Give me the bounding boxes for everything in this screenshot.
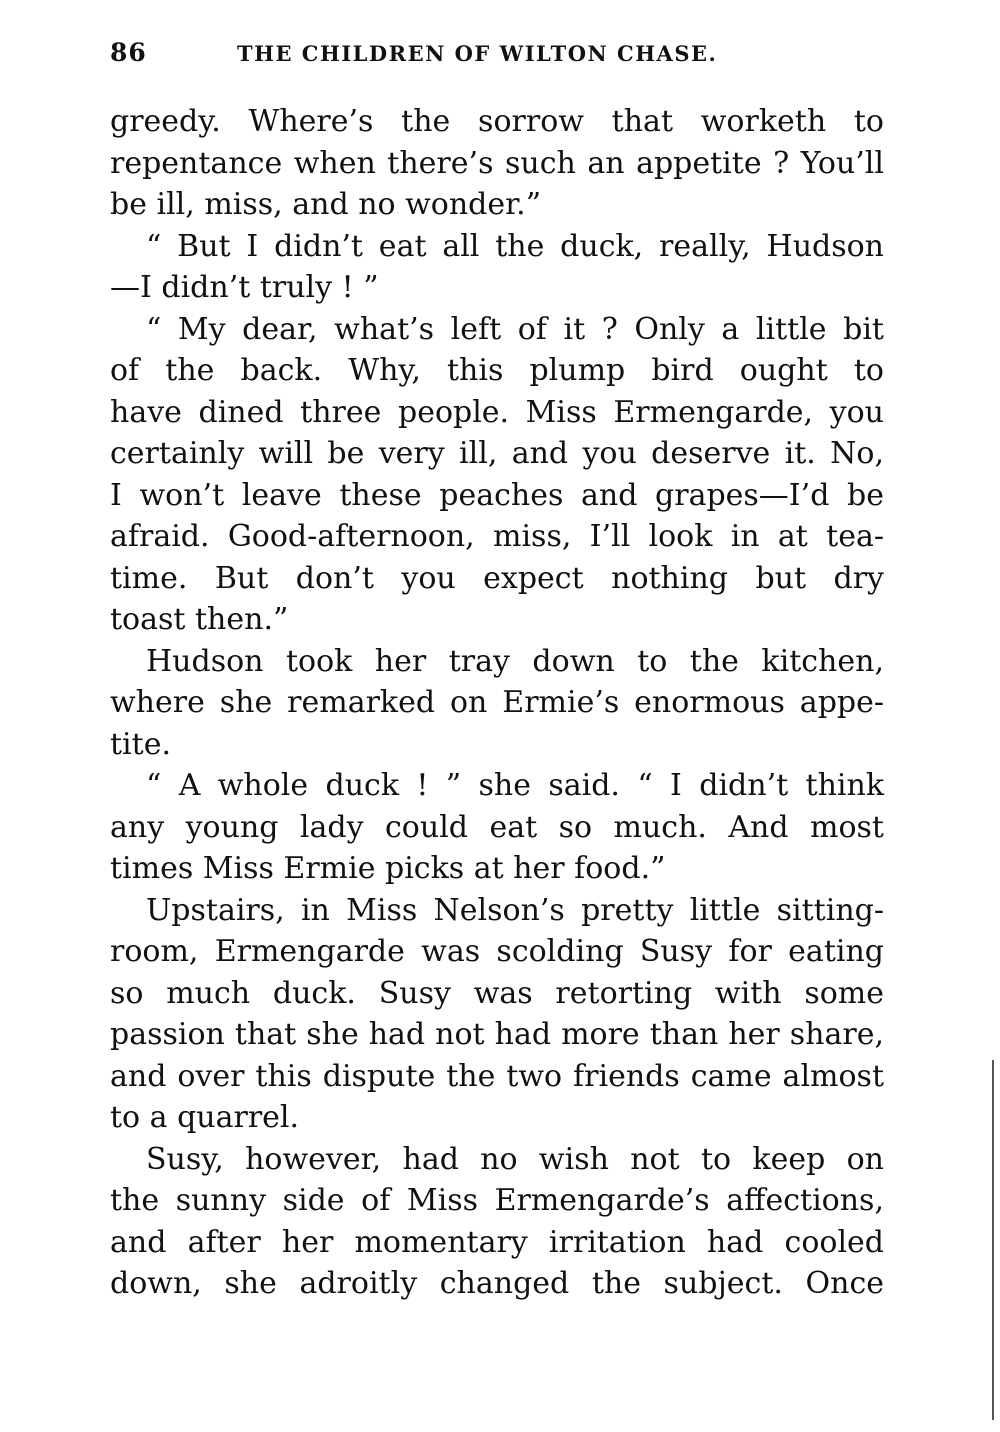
text-line: “ A whole duck ! ” she said. “ I didn’t think [146, 768, 884, 803]
text-line: repentance when there’s such an appetite ? You’ll [110, 145, 884, 181]
text-line: “ My dear, what’s left of it ? Only a little bit [146, 311, 884, 347]
text-line: times Miss Ermie picks at her food.” [110, 851, 666, 886]
text-line: passion that she had not had more than her share, [110, 1017, 884, 1052]
text-line: of the back. Why, this plump bird ought to [110, 353, 884, 388]
body-text [110, 101, 884, 1305]
text-line: certainly will be very ill, and you deserve it. No, [110, 436, 884, 471]
book-title: THE CHILDREN OF WILTON CHASE. [237, 41, 718, 66]
text-line: room, Ermengarde was scolding Susy for eating [110, 934, 884, 969]
text-line: and after her momentary irritation had cooled [110, 1224, 884, 1260]
text-line: so much duck. Susy was retorting with some [110, 975, 884, 1011]
text-line: have dined three people. Miss Ermengarde, you [110, 394, 884, 430]
text-line: Susy, however, had no wish not to keep on [146, 1141, 884, 1177]
text-line: I won’t leave these peaches and grapes—I’d be [110, 477, 884, 513]
text-line: greedy. Where’s the sorrow that worketh to [110, 104, 884, 139]
page-edge-mark [992, 1060, 994, 1420]
page-number: 86 [110, 38, 147, 67]
text-line: —I didn’t truly ! ” [110, 270, 379, 305]
text-line: time. But don’t you expect nothing but dry [110, 560, 884, 596]
text-line: Hudson took her tray down to the kitchen, [146, 643, 884, 679]
text-line: to a quarrel. [110, 1100, 300, 1135]
text-line: tite. [110, 726, 171, 762]
text-line: any young lady could eat so much. And most [110, 809, 884, 845]
text-line: Upstairs, in Miss Nelson’s pretty little sitting- [146, 892, 884, 928]
text-line: and over this dispute the two friends came almost [110, 1058, 884, 1094]
text-line: where she remarked on Ermie’s enormous appe- [110, 685, 884, 720]
text-line: “ But I didn’t eat all the duck, really, Hudson [146, 228, 884, 264]
text-line: toast then.” [110, 602, 289, 637]
text-line: be ill, miss, and no wonder.” [110, 187, 542, 222]
running-head [110, 38, 890, 78]
text-line: the sunny side of Miss Ermengarde’s affections, [110, 1183, 884, 1218]
text-line: afraid. Good-afternoon, miss, I’ll look in at tea- [110, 519, 884, 554]
text-line: down, she adroitly changed the subject. Once [110, 1266, 884, 1301]
